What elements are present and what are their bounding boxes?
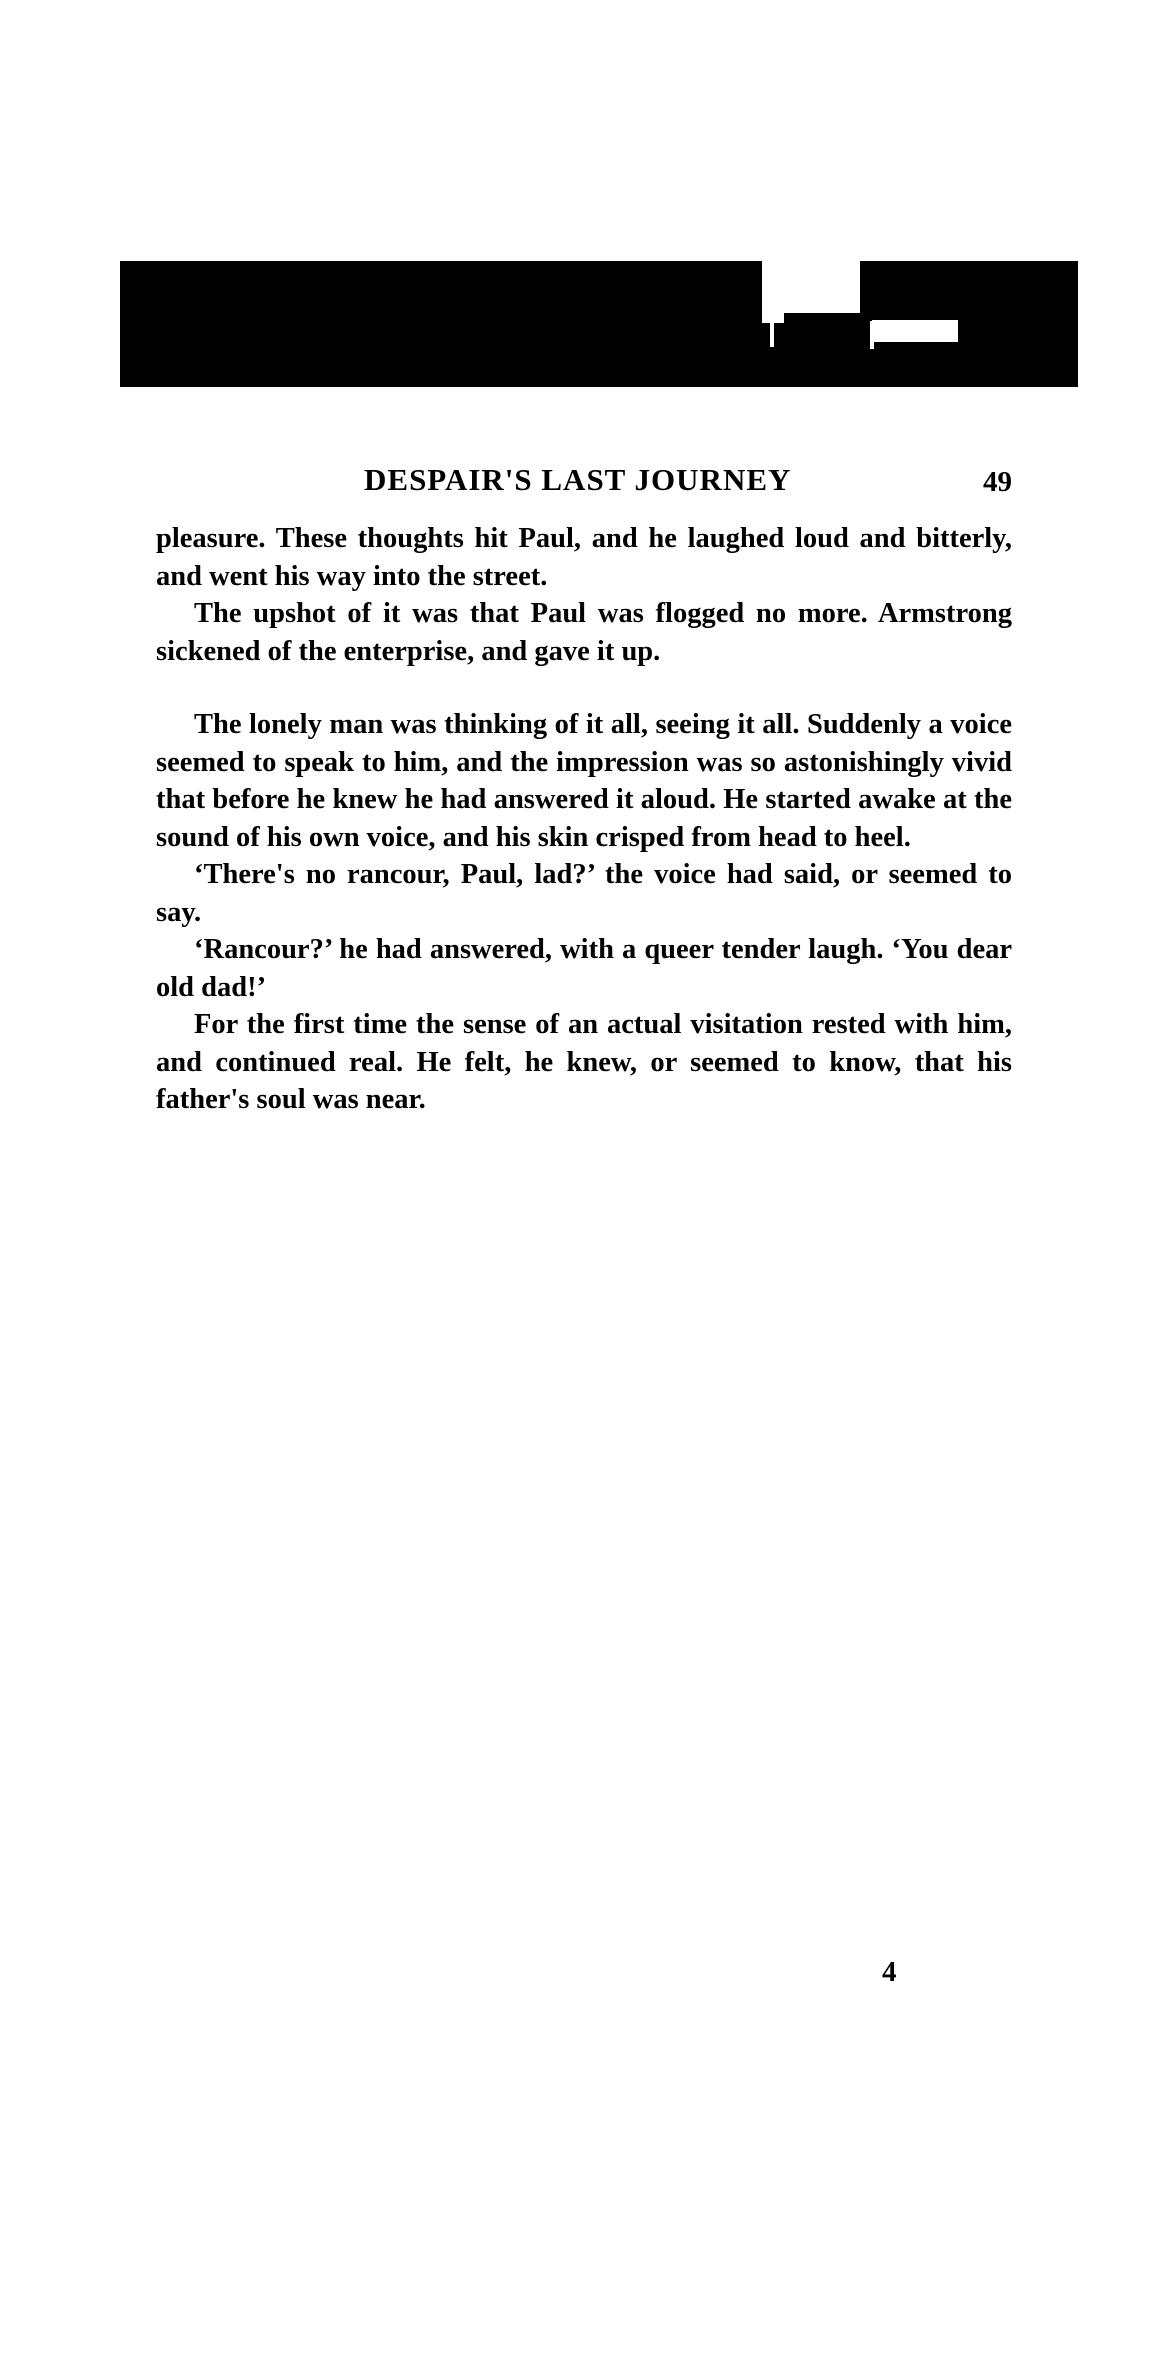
scan-black-bar [120, 261, 1078, 387]
paragraph: The lonely man was thinking of it all, seeing it all. Suddenly a voice seemed to speak to him, and the impression was so astonishingly vivid that before he knew he had answered it aloud. He started awake at the sound of his own voice, and his skin crisped from head to heel. [156, 709, 1012, 853]
paragraph: ‘There's no rancour, Paul, lad?’ the voice had said, or seemed to say. [156, 859, 1012, 928]
paragraph: ‘Rancour?’ he had answered, with a queer tender laugh. ‘You dear old dad!’ [156, 934, 1012, 1003]
paragraph: For the first time the sense of an actual visitation rested with him, and continued real. He felt, he knew, or seemed to know, that his father's soul was near. [156, 1009, 1012, 1115]
body-text [156, 520, 1012, 1119]
scan-artifact [870, 321, 874, 349]
scan-artifact [872, 320, 958, 342]
signature-mark: 4 [882, 1956, 897, 1988]
page-number: 49 [983, 466, 1012, 498]
scan-artifact [762, 261, 860, 313]
paragraph: pleasure. These thoughts hit Paul, and he laughed loud and bitterly, and went his way into the street. [156, 523, 1012, 592]
running-head [156, 462, 1012, 502]
running-title: DESPAIR'S LAST JOURNEY [364, 462, 792, 497]
scan-artifact [770, 321, 774, 347]
paragraph: The upshot of it was that Paul was flogged no more. Armstrong sickened of the enterprise, and gave it up. [156, 598, 1012, 667]
